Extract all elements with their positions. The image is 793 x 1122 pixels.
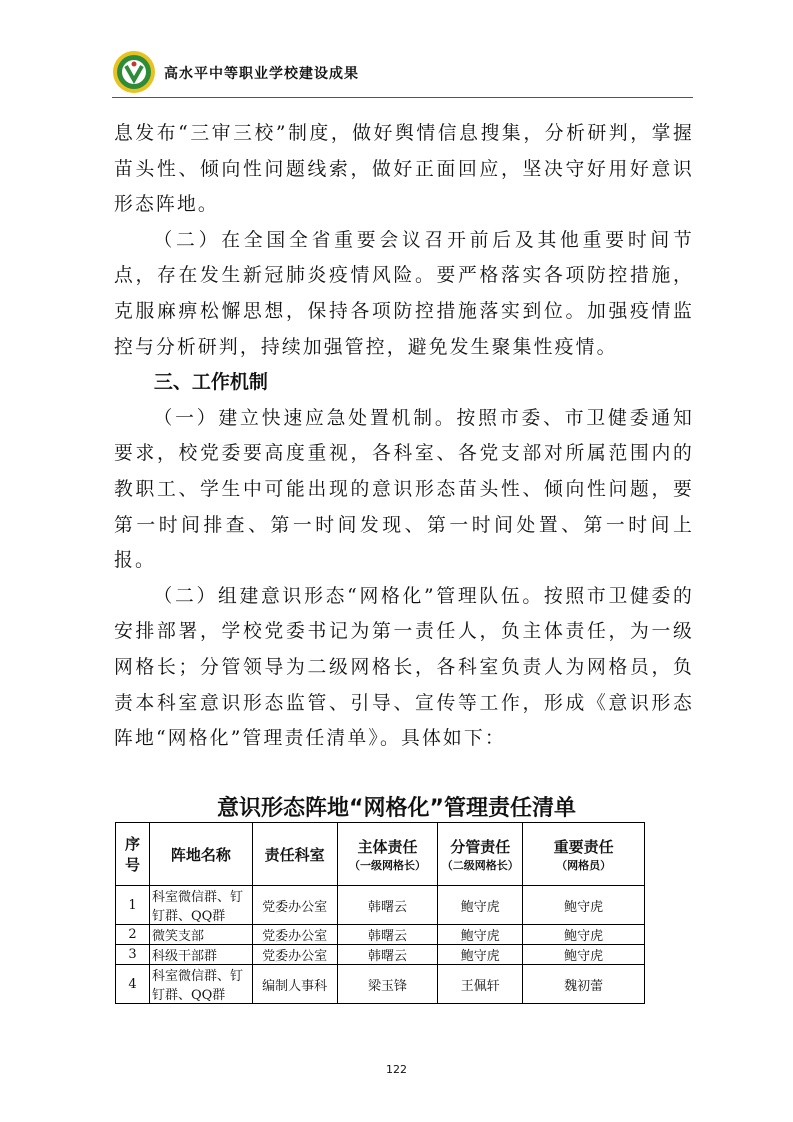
cell-branch: 鲍守虎	[438, 945, 523, 965]
page-header	[112, 50, 692, 94]
cell-main: 韩曙云	[337, 886, 438, 925]
paragraph-2: （二）在全国全省重要会议召开前后及其他重要时间节点，存在发生新冠肺炎疫情风险。要严格落实各项防控措施，克服麻痹松懈思想，保持各项防控措施落实到位。加强疫情监控与分析研判，持续加强管控，避免发生聚集性疫情。	[114, 229, 694, 358]
cell-name: 科室微信群、钉钉群、QQ群	[149, 886, 252, 925]
cell-dept: 党委办公室	[252, 925, 337, 945]
table-row	[116, 965, 645, 1004]
cell-name: 科级干部群	[149, 945, 252, 965]
table-row	[116, 925, 645, 945]
document-body	[114, 116, 694, 757]
paragraph-4-lead: （二）组建意识形态“网格化”管理队伍。	[153, 585, 544, 607]
cell-branch: 鲍守虎	[438, 886, 523, 925]
paragraph-4-text: 按照市卫健委的安排部署，学校党委书记为第一责任人，负主体责任，为一级网格长；分管领导为二级网格长，各科室负责人为网格员，负责本科室意识形态监管、引导、宣传等工作，形成《意识形态阵地“网格化”管理责任清单》。具体如下：	[114, 585, 694, 750]
cell-key: 鲍守虎	[523, 925, 645, 945]
page-number: 122	[386, 1063, 407, 1076]
cell-dept: 党委办公室	[252, 945, 337, 965]
cell-name: 微笑支部	[149, 925, 252, 945]
section-heading: 三、工作机制	[153, 371, 268, 394]
table-header-row	[116, 823, 645, 886]
header-name: 阵地名称	[149, 823, 252, 886]
header-dept: 责任科室	[252, 823, 337, 886]
cell-main: 韩曙云	[337, 945, 438, 965]
header-key-sub: （网格员）	[556, 858, 612, 872]
table-title: 意识形态阵地“网格化”管理责任清单	[217, 796, 576, 821]
cell-branch: 鲍守虎	[438, 925, 523, 945]
cell-main: 韩曙云	[337, 925, 438, 945]
header-key	[523, 823, 645, 886]
paragraph-3-lead: （一）建立快速应急处置机制。	[153, 407, 457, 429]
header-main-sub: （一级网格长）	[348, 858, 426, 872]
table-row	[116, 945, 645, 965]
header-main-label: 主体责任	[357, 837, 418, 856]
cell-dept: 党委办公室	[252, 886, 337, 925]
cell-no: 4	[116, 965, 150, 1004]
paragraph-3-text: 按照市委、市卫健委通知要求，校党委要高度重视，各科室、各党支部对所属范围内的教职工、学生中可能出现的意识形态苗头性、倾向性问题，要第一时间排查、第一时间发现、第一时间处置、第一时间上报。	[114, 407, 694, 572]
cell-key: 鲍守虎	[523, 886, 645, 925]
paragraph-4	[114, 579, 694, 757]
school-logo-icon	[112, 50, 156, 94]
paragraph-3	[114, 401, 694, 579]
header-title: 高水平中等职业学校建设成果	[164, 66, 359, 82]
cell-no: 3	[116, 945, 150, 965]
header-no: 序号	[116, 823, 150, 886]
header-key-label: 重要责任	[553, 837, 614, 856]
cell-no: 1	[116, 886, 150, 925]
responsibility-table	[115, 822, 645, 1004]
header-branch-label: 分管责任	[450, 837, 511, 856]
header-branch	[438, 823, 523, 886]
cell-name: 科室微信群、钉钉群、QQ群	[149, 965, 252, 1004]
cell-dept: 编制人事科	[252, 965, 337, 1004]
table-row	[116, 886, 645, 925]
cell-branch: 王佩轩	[438, 965, 523, 1004]
cell-no: 2	[116, 925, 150, 945]
paragraph-1: 息发布“三审三校”制度，做好舆情信息搜集，分析研判，掌握苗头性、倾向性问题线索，做好正面回应，坚决守好用好意识形态阵地。	[114, 123, 694, 216]
header-branch-sub: （二级网格长）	[441, 858, 519, 872]
header-divider	[112, 97, 693, 98]
header-main	[337, 823, 438, 886]
cell-main: 梁玉锋	[337, 965, 438, 1004]
cell-key: 鲍守虎	[523, 945, 645, 965]
cell-key: 魏初蕾	[523, 965, 645, 1004]
